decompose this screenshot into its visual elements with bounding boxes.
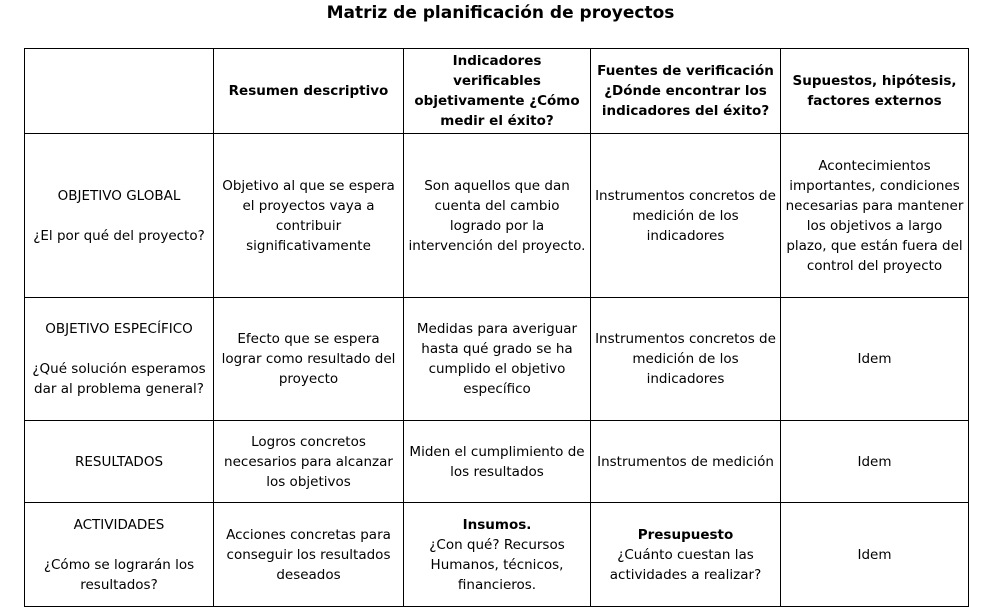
cell-resumen: Acciones concretas para conseguir los resultados deseados bbox=[214, 503, 404, 607]
cell-resumen: Objetivo al que se espera el proyectos vaya a contribuir significativamente bbox=[214, 134, 404, 298]
header-fuentes: Fuentes de verificación ¿Dónde encontrar los indicadores del éxito? bbox=[591, 49, 781, 134]
cell-fuentes-text: ¿Cuánto cuestan las actividades a realizar? bbox=[609, 546, 762, 583]
header-indicadores: Indicadores verificables objetivamente ¿Cómo medir el éxito? bbox=[404, 49, 591, 134]
header-resumen: Resumen descriptivo bbox=[214, 49, 404, 134]
row-question: ¿Qué solución esperamos dar al problema general? bbox=[32, 361, 206, 397]
row-objetivo-especifico bbox=[25, 298, 969, 421]
row-label-cell bbox=[25, 421, 214, 503]
row-label: OBJETIVO ESPECÍFICO bbox=[45, 321, 193, 337]
cell-resumen: Logros concretos necesarios para alcanzar los objetivos bbox=[214, 421, 404, 503]
cell-indicadores-text: ¿Con qué? Recursos Humanos, técnicos, financieros. bbox=[429, 536, 565, 593]
cell-supuestos: Idem bbox=[781, 421, 969, 503]
page-title: Matriz de planificación de proyectos bbox=[326, 3, 675, 23]
row-resultados bbox=[25, 421, 969, 503]
cell-supuestos: Idem bbox=[781, 503, 969, 607]
row-question: ¿Cómo se lograrán los resultados? bbox=[43, 556, 195, 593]
row-label: OBJETIVO GLOBAL bbox=[57, 187, 181, 204]
cell-fuentes bbox=[591, 503, 781, 607]
cell-resumen: Efecto que se espera lograr como resultado del proyecto bbox=[214, 298, 404, 421]
header-empty-cell bbox=[25, 49, 214, 134]
header-row bbox=[25, 49, 969, 134]
cell-fuentes: Instrumentos concretos de medición de los indicadores bbox=[591, 134, 781, 298]
cell-indicadores: Medidas para averiguar hasta qué grado se ha cumplido el objetivo específico bbox=[404, 298, 591, 421]
cell-indicadores: Son aquellos que dan cuenta del cambio logrado por la intervención del proyecto. bbox=[404, 134, 591, 298]
cell-indicadores-title: Insumos. bbox=[462, 516, 532, 533]
cell-fuentes: Instrumentos concretos de medición de los indicadores bbox=[591, 298, 781, 421]
row-objetivo-global bbox=[25, 134, 969, 298]
row-question: ¿El por qué del proyecto? bbox=[33, 227, 205, 244]
row-label-cell bbox=[25, 134, 214, 298]
cell-fuentes: Instrumentos de medición bbox=[591, 421, 781, 503]
row-label: RESULTADOS bbox=[74, 453, 164, 470]
planning-matrix-table bbox=[24, 48, 969, 607]
cell-supuestos: Idem bbox=[781, 298, 969, 421]
cell-indicadores: Miden el cumplimiento de los resultados bbox=[404, 421, 591, 503]
cell-supuestos: Acontecimientos importantes, condiciones necesarias para mantener los objetivos a largo plazo, que están fuera del control del proyecto bbox=[781, 134, 969, 298]
cell-fuentes-title: Presupuesto bbox=[637, 526, 734, 543]
row-label-cell bbox=[25, 298, 214, 421]
row-label-cell bbox=[25, 503, 214, 607]
row-actividades bbox=[25, 503, 969, 607]
header-supuestos: Supuestos, hipótesis, factores externos bbox=[781, 49, 969, 134]
cell-indicadores bbox=[404, 503, 591, 607]
row-label: ACTIVIDADES bbox=[73, 516, 165, 533]
